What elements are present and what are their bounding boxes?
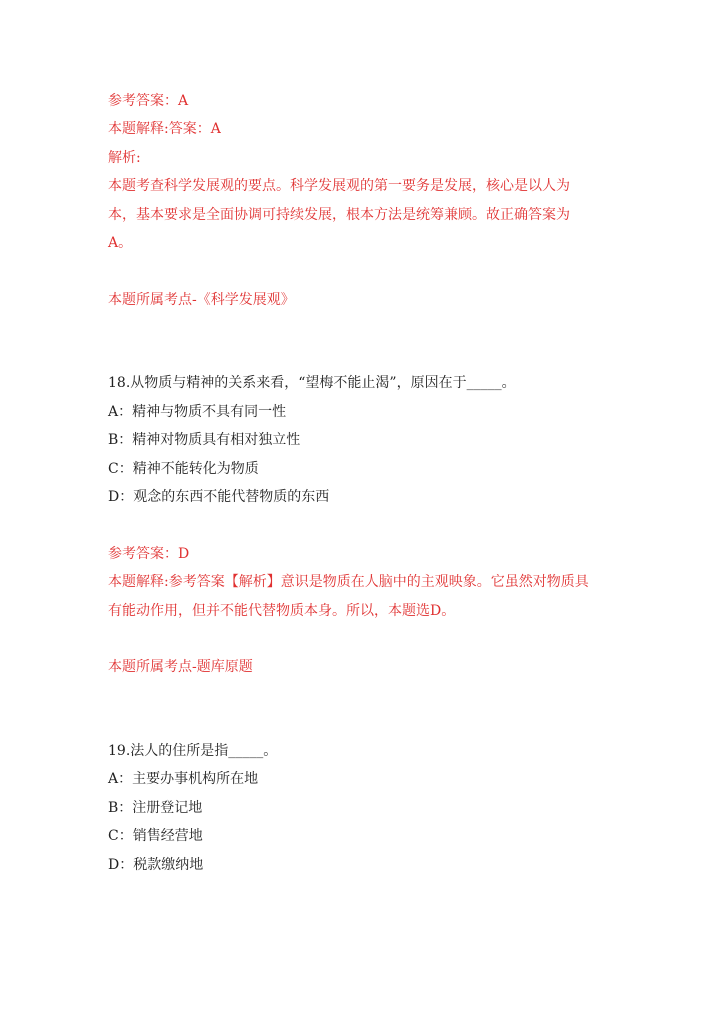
q18-option-c: C：精神不能转化为物质	[108, 461, 259, 477]
q18-answer: 参考答案：D	[108, 546, 190, 562]
q19-option-b: B：注册登记地	[108, 800, 203, 816]
q19-option-d: D：税款缴纳地	[108, 857, 204, 873]
prev-analysis-line-3: A。	[108, 235, 133, 251]
prev-answer: 参考答案：A	[108, 93, 189, 109]
prev-analysis-line-2: 本，基本要求是全面协调可持续发展，根本方法是统筹兼顾。故正确答案为	[108, 207, 570, 223]
prev-topic: 本题所属考点-《科学发展观》	[108, 292, 295, 308]
q18-explanation-line-1: 本题解释:参考答案【解析】意识是物质在人脑中的主观映象。它虽然对物质具	[108, 574, 589, 590]
prev-analysis-label: 解析:	[108, 150, 141, 166]
q19-question: 19.法人的住所是指_____。	[108, 743, 278, 759]
q19-option-c: C：销售经营地	[108, 828, 203, 844]
q18-option-b: B：精神对物质具有相对独立性	[108, 432, 301, 448]
q18-option-d: D：观念的东西不能代替物质的东西	[108, 489, 330, 505]
q18-question: 18.从物质与精神的关系来看，“望梅不能止渴”，原因在于_____。	[108, 375, 516, 391]
q18-explanation-line-2: 有能动作用，但并不能代替物质本身。所以，本题选D。	[108, 603, 456, 619]
q18-topic: 本题所属考点-题库原题	[108, 659, 253, 675]
q19-option-a: A：主要办事机构所在地	[108, 771, 259, 787]
prev-analysis-line-1: 本题考查科学发展观的要点。科学发展观的第一要务是发展，核心是以人为	[108, 178, 570, 194]
prev-explanation: 本题解释:答案：A	[108, 121, 221, 137]
q18-option-a: A：精神与物质不具有同一性	[108, 404, 287, 420]
